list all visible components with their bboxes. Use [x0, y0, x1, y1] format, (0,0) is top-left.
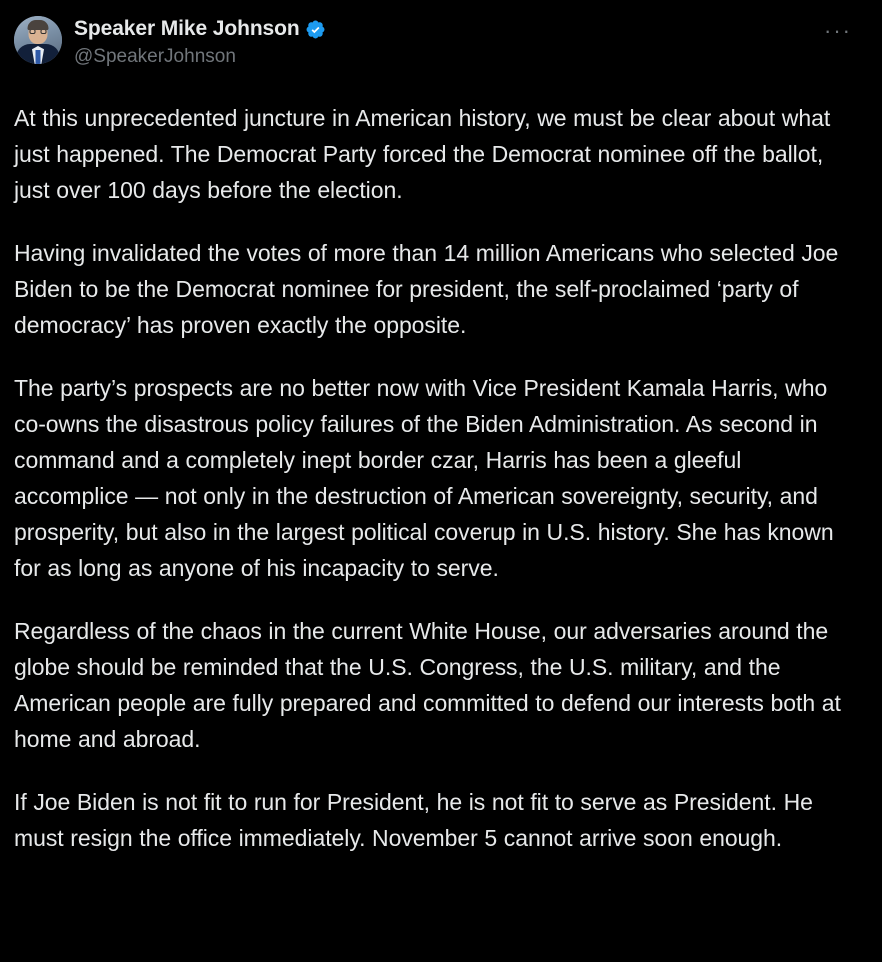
display-name-row	[74, 16, 326, 42]
tweet-paragraph: At this unprecedented juncture in American history, we must be clear about what just happened. The Democrat Party forced the Democrat nominee off the ballot, just over 100 days before the election.	[14, 105, 831, 203]
author-names	[74, 14, 326, 69]
avatar-tie	[36, 50, 41, 64]
verified-badge-icon	[305, 19, 326, 40]
tweet-paragraph: Regardless of the chaos in the current White House, our adversaries around the globe should be reminded that the U.S. Congress, the U.S. military, and the American people are fully prepared and committed to defend our interests both at home and abroad.	[14, 618, 841, 752]
more-options-icon[interactable]: ···	[824, 18, 852, 43]
avatar[interactable]	[14, 16, 62, 64]
tweet-paragraph: If Joe Biden is not fit to run for President, he is not fit to serve as President. He must resign the office immediately. November 5 cannot arrive soon enough.	[14, 789, 813, 851]
tweet-header	[14, 14, 852, 82]
tweet-paragraph: The party’s prospects are no better now with Vice President Kamala Harris, who co-owns the disastrous policy failures of the Biden Administration. As second in command and a completely inept border czar, Harris has been a gleeful accomplice — not only in the destruction of American sovereignty, security, and prosperity, but also in the largest political coverup in U.S. history. She has known for as long as anyone of his incapacity to serve.	[14, 375, 834, 581]
author-handle[interactable]: @SpeakerJohnson	[74, 46, 236, 67]
tweet-paragraph: Having invalidated the votes of more than 14 million Americans who selected Joe Biden to be the Democrat nominee for president, the self-proclaimed ‘party of democracy’ has proven exactly the opposite.	[14, 240, 839, 338]
avatar-hair	[28, 20, 49, 30]
author-display-name[interactable]: Speaker Mike Johnson	[74, 17, 300, 40]
tweet-body	[14, 100, 852, 856]
